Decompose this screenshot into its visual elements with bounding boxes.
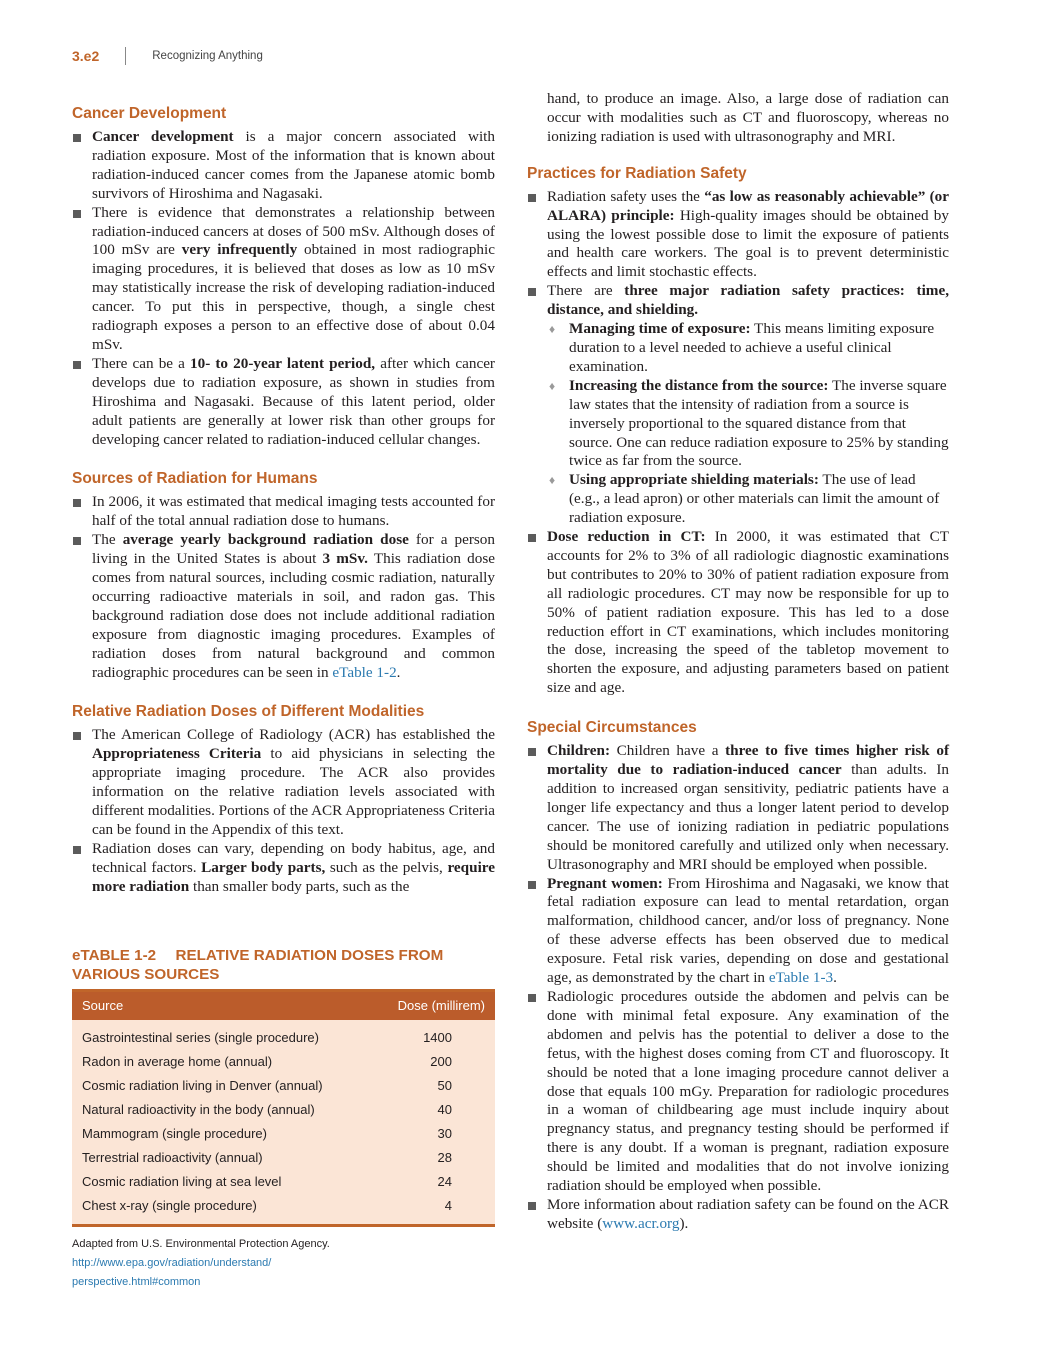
sublist-item: ♦ Using appropriate shielding materials: The use of lead (e.g., a lead apron) or other materials can limit the amount of radiation exposure. [547,471,949,528]
table-row [72,1026,495,1050]
dose-cell: 40 [437,1102,452,1118]
table-row [72,1098,495,1122]
source-cell: Gastrointestinal series (single procedure) [82,1030,319,1046]
special-bullet-list [527,742,949,1234]
practices-bullet-list [527,188,949,698]
source-cell: Natural radioactivity in the body (annual) [82,1102,315,1118]
source-cell: Radon in average home (annual) [82,1054,273,1070]
list-item: In 2006, it was estimated that medical imaging tests accounted for half of the total annual radiation dose to humans. [72,493,495,531]
source-cell: Cosmic radiation living in Denver (annual) [82,1078,323,1094]
table-title-line-1: eTABLE 1-2 RELATIVE RADIATION DOSES FROM [72,946,444,964]
section-heading-sources: Sources of Radiation for Humans [72,470,318,488]
acr-website-link[interactable]: www.acr.org [602,1214,680,1232]
list-item: Radiologic procedures outside the abdomen and pelvis can be done with minimal fetal exposure. Any examination of the abdomen and pelvis has the potential to deliver a dose to the fetus, with the highest doses coming from CT and fluoroscopy. It should be noted that a lone imaging procedure cannot deliver a dose that equals 100 mGy. Preparation for radiologic procedures in a woman of childbearing age must include inquiry about pregnancy status, and pregnancy testing should be performed if there is any doubt. If a woman is pregnant, radiation exposure should be limited and modalities that do not involve ionizing radiation should be employed when possible. [527,988,949,1196]
running-title: Recognizing Anything [152,50,263,62]
table-row [72,1122,495,1146]
source-cell: Terrestrial radioactivity (annual) [82,1150,263,1166]
sublist-item: ♦ Managing time of exposure: This means limiting exposure duration to a level needed to achieve a useful clinical examination. [547,320,949,377]
table-source-note: Adapted from U.S. Environmental Protection Agency. http://www.epa.gov/radiation/understand/ perspective.html#common [72,1237,330,1288]
etable-1-2-link[interactable]: eTable 1-2 [332,663,397,681]
list-item: Dose reduction in CT: In 2000, it was estimated that CT accounts for 2% to 3% of all radiologic diagnostic examinations but contributes to 20% to 30% of patient radiation exposure from all radiologic procedures. CT may now be responsible for up to 50% of patient radiation exposure. This has led to a dose reduction effort in CT examinations, which includes monitoring the dose, increasing the speed of the tabletop movement to shorten the exposure, and adjusting parameters based on patient size and age. [527,528,949,698]
dose-cell: 50 [437,1078,452,1094]
list-item: Children: Children have a three to five times higher risk of mortality due to radiation-induced cancer than adults. In addition to increased organ sensitivity, pediatric patients have a longer life expectancy and thus a longer latent period to develop cancer. The use of ionizing radiation in pediatric populations should be monitored carefully and utilized only when necessary. Ultrasonography and MRI should be employed when possible. [527,742,949,874]
page-header [72,46,263,66]
list-item: There are three major radiation safety practices: time, distance, and shielding. ♦ Managing time of exposure: This means limiting exposure duration to a level needed to achieve a useful clinical examination. ♦ Increasing the distance from the source: The inverse square law states that the intensity of radiation from a source is inversely proportional to the squared distance from that source. One can reduce radiation exposure to 25% by standing twice as far from the source. ♦ Using appropriate shielding materials: The use of lead (e.g., a lead apron) or other materials can limit the amount of radiation exposure. [527,282,949,528]
relative-bullet-list [72,726,495,896]
list-item: Cancer development is a major concern associated with radiation exposure. Most of the information that is known about radiation-induced cancer comes from the Japanese atomic bomb survivors of Hiroshima and Nagasaki. [72,128,495,204]
column-header-dose: Dose (millirem) [372,990,495,1020]
left-column [72,90,495,1292]
etable-1-2 [72,946,495,1292]
dose-cell: 30 [437,1126,452,1142]
right-column [527,90,949,1234]
safety-practices-sublist [547,320,949,528]
table-row [72,1170,495,1194]
table-row [72,1194,495,1218]
dose-cell: 4 [444,1198,452,1214]
header-divider [125,47,126,65]
dose-cell: 28 [437,1150,452,1166]
list-item: The American College of Radiology (ACR) has established the Appropriateness Criteria to aid physicians in selecting the appropriate imaging procedure. The ACR also provides information on the relative radiation levels associated with different modalities. Portions of the ACR Appropriateness Criteria can be found in the Appendix of this text. [72,726,495,839]
section-heading-cancer-development: Cancer Development [72,105,227,122]
source-cell: Cosmic radiation living at sea level [82,1174,282,1190]
table-row [72,1146,495,1170]
cancer-bullet-list [72,128,495,449]
source-cell: Chest x-ray (single procedure) [82,1198,257,1214]
list-item: Radiation safety uses the “as low as reasonably achievable” (or ALARA) principle: High-quality images should be obtained by using the lowest possible dose to limit the exposure of patients and health care workers. The goal is to prevent deterministic effects and limit stochastic effects. [527,188,949,283]
page-number: 3.e2 [72,48,100,64]
table-title-line-2: VARIOUS SOURCES [72,965,220,983]
dose-cell: 1400 [423,1030,452,1046]
sublist-item: ♦ Increasing the distance from the source: The inverse square law states that the intensity of radiation from a source is inversely proportional to the squared distance from that source. One can reduce radiation exposure to 25% by standing twice as far from the source. [547,377,949,472]
sources-bullet-list [72,493,495,682]
list-item: The average yearly background radiation dose for a person living in the United States is about 3 mSv. This radiation dose comes from natural sources, including cosmic radiation, naturally occurring radioactive materials in soil, and radon gas. This background radiation dose does not include additional radiation exposure from diagnostic imaging procedures. Examples of radiation doses from natural background and common radiographic procedures can be seen in eTable 1-2. [72,531,495,682]
etable-1-3-link[interactable]: eTable 1-3 [768,969,834,987]
epa-url-link-continued[interactable]: perspective.html#common [72,1275,201,1288]
list-item: Radiation doses can vary, depending on body habitus, age, and technical factors. Larger body parts, such as the pelvis, require more radiation than smaller body parts, such as the [72,840,495,897]
source-cell: Mammogram (single procedure) [82,1126,267,1142]
epa-url-link[interactable]: http://www.epa.gov/radiation/understand/ [72,1256,272,1269]
list-item: Pregnant women: From Hiroshima and Nagasaki, we know that fetal radiation exposure can lead to mental retardation, organ malformation, childhood cancer, and/or loss of pregnancy. None of these adverse effects has been observed due to medical exposure. Fetal risk varies, depending on dose and gestational age, as demonstrated by the chart in eTable 1-3. [527,875,949,988]
section-heading-special: Special Circumstances [527,719,697,737]
list-item: There can be a 10- to 20-year latent period, after which cancer develops due to radiation exposure, as shown in studies from Hiroshima and Nagasaki. Because of this latent period, older adult patients are generally at lower risk than other groups for developing cancer related to radiation-induced cellular changes. [72,355,495,450]
list-item: There is evidence that demonstrates a relationship between radiation-induced cancers at doses of 500 mSv. Although doses of 100 mSv are very infrequently obtained in most radiographic imaging procedures, it is believed that doses as low as 10 mSv may statistically increase the risk of developing radiation-induced cancer. To put this in perspective, though, a single chest radiograph exposes a person to an effective dose of about 0.04 mSv. [72,204,495,355]
table-header-row [72,990,495,1020]
column-header-source: Source [72,990,372,1020]
section-heading-relative-doses: Relative Radiation Doses of Different Modalities [72,703,425,721]
continued-paragraph: hand, to produce an image. Also, a large dose of radiation can occur with modalities such as CT and fluoroscopy, whereas no ionizing radiation is used with ultrasonography and MRI. [547,90,949,145]
dose-cell: 200 [430,1054,452,1070]
table-row [72,1074,495,1098]
table-row [72,1050,495,1074]
section-heading-practices: Practices for Radiation Safety [527,164,747,182]
dose-cell: 24 [437,1174,452,1190]
list-item: More information about radiation safety can be found on the ACR website (www.acr.org). [527,1196,949,1234]
radiation-dose-table [72,989,495,1227]
